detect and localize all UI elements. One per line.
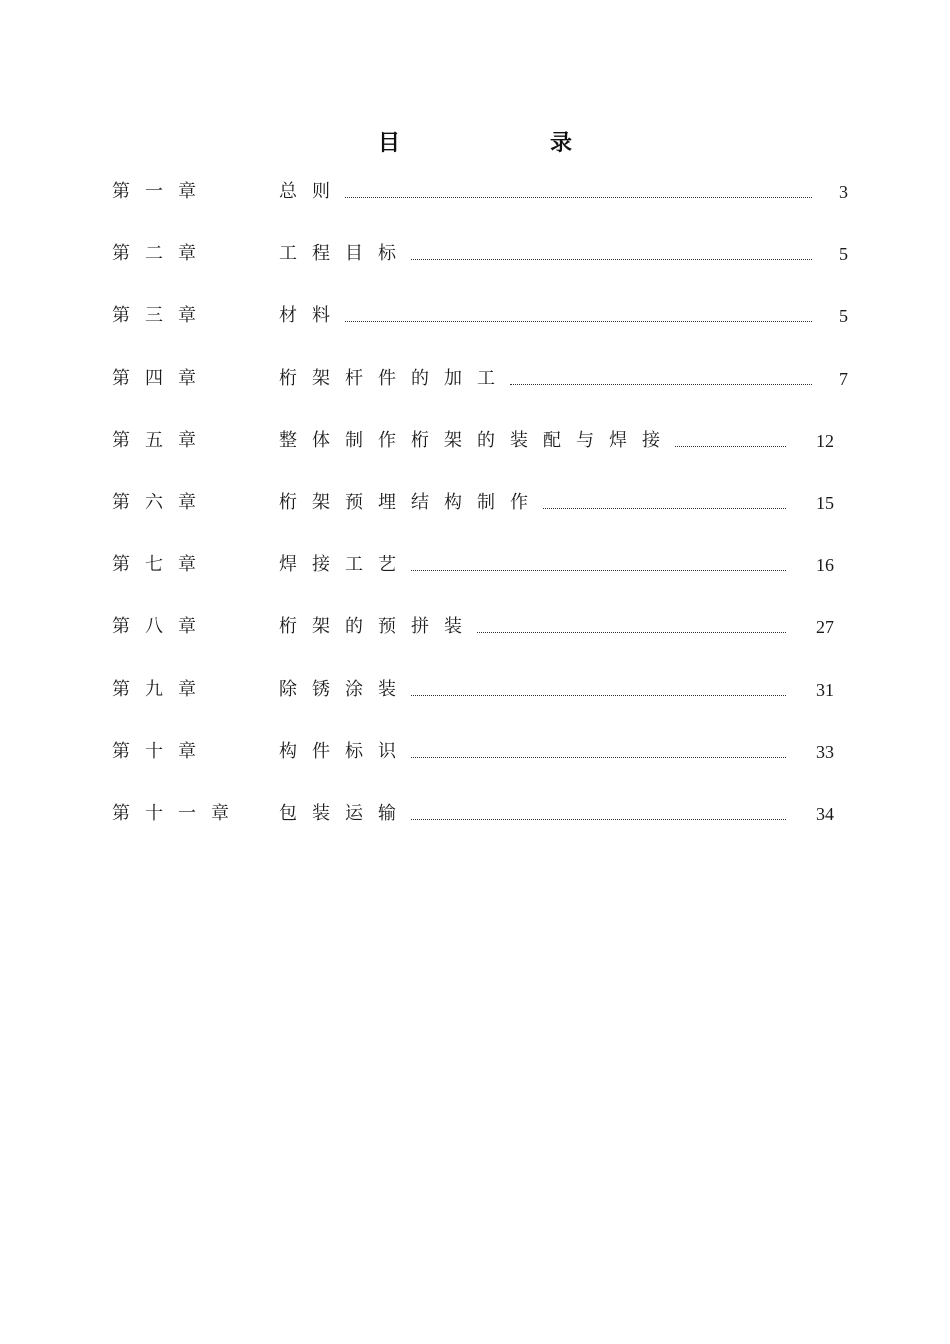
chapter-number: 第十一章 [112, 802, 244, 824]
chapter-number: 第二章 [112, 243, 211, 265]
dot-leader [411, 238, 812, 270]
table-of-contents [112, 176, 848, 860]
chapter-title: 除锈涂装 [279, 678, 411, 700]
chapter-number: 第三章 [112, 305, 211, 327]
page-number: 27 [816, 617, 834, 638]
chapter-title: 构件标识 [279, 740, 411, 762]
page-number: 3 [839, 182, 848, 202]
toc-entry-11[interactable] [112, 798, 848, 860]
dot-leader [477, 611, 786, 643]
chapter-number: 第九章 [112, 678, 211, 700]
toc-entry-10[interactable] [112, 736, 848, 798]
chapter-title: 工程目标 [279, 243, 411, 265]
page-number: 7 [839, 368, 848, 389]
toc-entry-6[interactable] [112, 487, 848, 549]
toc-entry-3[interactable] [112, 300, 848, 362]
chapter-title: 包装运输 [279, 802, 411, 824]
chapter-number: 第五章 [112, 429, 211, 451]
chapter-number: 第四章 [112, 367, 211, 389]
chapter-title: 材料 [279, 305, 345, 327]
page-number: 33 [816, 741, 834, 762]
dot-leader [411, 736, 786, 768]
chapter-title: 桁架杆件的加工 [279, 367, 510, 389]
chapter-number: 第八章 [112, 616, 211, 638]
chapter-title: 桁架的预拼装 [279, 616, 477, 638]
dot-leader [510, 363, 812, 395]
dot-leader [411, 549, 786, 581]
page-number: 16 [816, 555, 834, 576]
dot-leader [345, 176, 812, 208]
chapter-title: 焊接工艺 [279, 554, 411, 576]
chapter-number: 第七章 [112, 554, 211, 576]
toc-heading: 目 录 [377, 131, 636, 156]
page-number: 12 [816, 430, 834, 451]
toc-entry-5[interactable] [112, 425, 848, 487]
chapter-title: 整体制作桁架的装配与焊接 [279, 429, 675, 451]
toc-entry-1[interactable] [112, 176, 848, 238]
dot-leader [411, 798, 786, 830]
toc-entry-8[interactable] [112, 611, 848, 673]
chapter-number: 第一章 [112, 181, 211, 202]
page-number: 31 [816, 679, 834, 700]
page-number: 5 [839, 306, 848, 327]
chapter-title: 桁架预埋结构制作 [279, 491, 543, 513]
chapter-title: 总则 [279, 181, 345, 202]
toc-entry-4[interactable] [112, 363, 848, 425]
dot-leader [543, 487, 786, 519]
page-number: 34 [816, 803, 834, 824]
dot-leader [675, 425, 786, 457]
page-number: 5 [839, 244, 848, 265]
toc-entry-2[interactable] [112, 238, 848, 300]
page-number: 15 [816, 492, 834, 513]
dot-leader [411, 674, 786, 706]
toc-entry-9[interactable] [112, 674, 848, 736]
dot-leader [345, 300, 812, 332]
chapter-number: 第六章 [112, 491, 211, 513]
toc-entry-7[interactable] [112, 549, 848, 611]
chapter-number: 第十章 [112, 740, 211, 762]
